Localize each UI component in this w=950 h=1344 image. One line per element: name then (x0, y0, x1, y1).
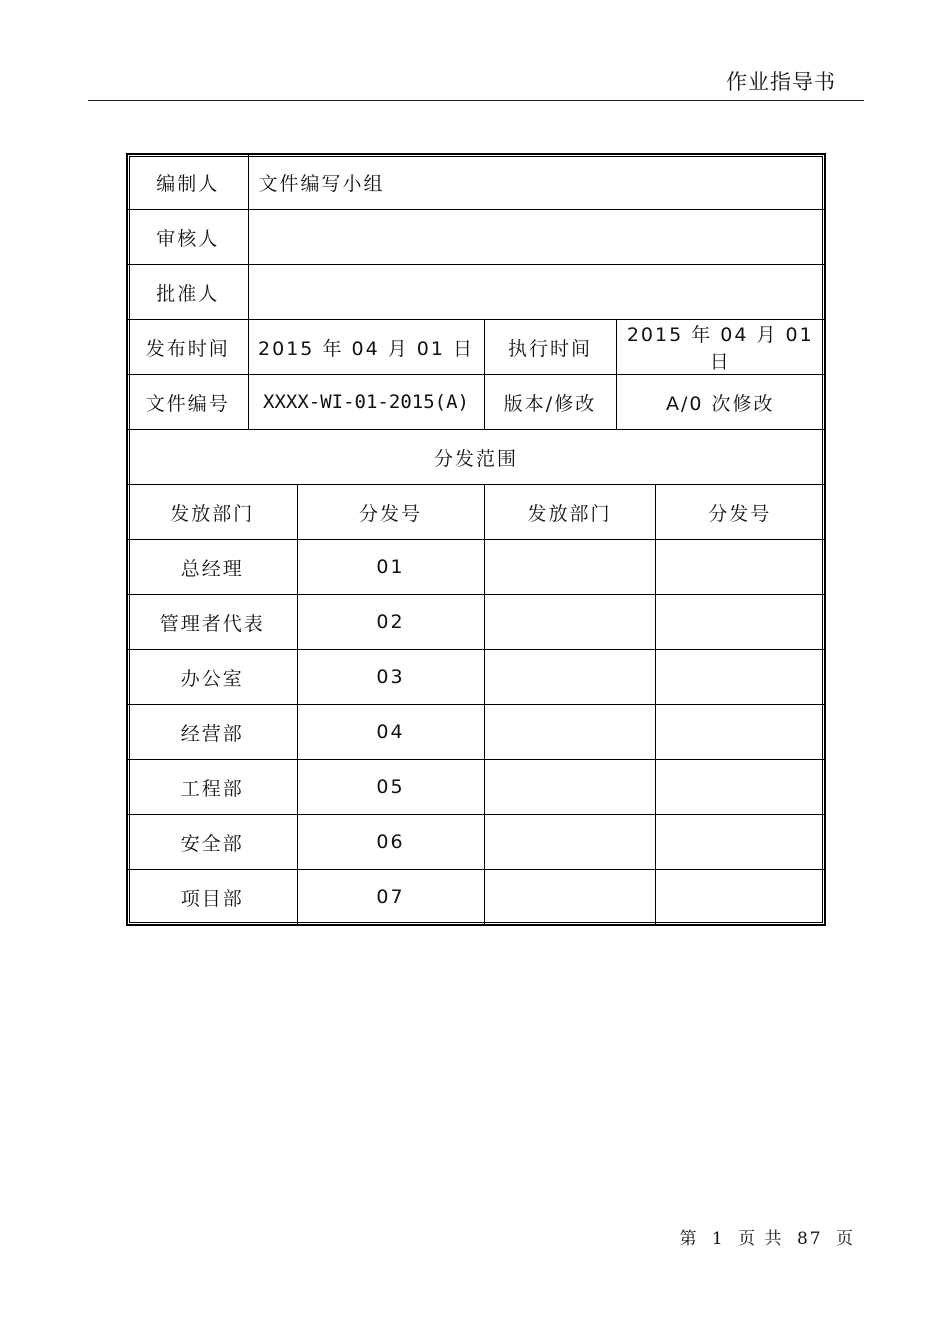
table-row (127, 815, 825, 870)
dept-cell: 工程部 (127, 760, 297, 815)
approver-value (248, 265, 825, 320)
number-cell: 03 (297, 650, 484, 705)
number-cell: 07 (297, 870, 484, 926)
dept-cell: 安全部 (127, 815, 297, 870)
reviewer-label: 审核人 (127, 210, 248, 265)
approver-label: 批准人 (127, 265, 248, 320)
page-mid: 页 共 (738, 1229, 784, 1249)
document-number-label: 文件编号 (127, 375, 248, 430)
number-cell: 04 (297, 705, 484, 760)
dept-cell-2 (484, 870, 655, 926)
number-cell-2 (655, 540, 825, 595)
page-number: 1 (711, 1229, 725, 1249)
total-pages: 87 (796, 1229, 823, 1249)
date-row (127, 320, 825, 375)
effective-date-value: 2015 年 04 月 01 日 (616, 320, 825, 375)
reviewer-row (127, 210, 825, 265)
column-header-dept-2: 发放部门 (484, 485, 655, 540)
page-suffix: 页 (836, 1229, 855, 1249)
page-prefix: 第 (679, 1229, 699, 1249)
dept-cell: 项目部 (127, 870, 297, 926)
column-header-number: 分发号 (297, 485, 484, 540)
dept-cell-2 (484, 760, 655, 815)
number-cell-2 (655, 760, 825, 815)
distribution-header-row (127, 485, 825, 540)
dept-cell-2 (484, 595, 655, 650)
compiler-value: 文件编写小组 (248, 154, 825, 210)
number-cell-2 (655, 595, 825, 650)
dept-cell: 总经理 (127, 540, 297, 595)
column-header-number-2: 分发号 (655, 485, 825, 540)
docno-row (127, 375, 825, 430)
effective-date-label: 执行时间 (484, 320, 616, 375)
number-cell: 01 (297, 540, 484, 595)
release-date-label: 发布时间 (127, 320, 248, 375)
page-header-title: 作业指导书 (726, 70, 836, 94)
dept-cell-2 (484, 705, 655, 760)
table-row (127, 595, 825, 650)
column-header-dept: 发放部门 (127, 485, 297, 540)
header-divider (88, 100, 864, 101)
page-footer (677, 1224, 859, 1249)
release-date-value: 2015 年 04 月 01 日 (248, 320, 484, 375)
number-cell-2 (655, 815, 825, 870)
approver-row (127, 265, 825, 320)
dept-cell: 办公室 (127, 650, 297, 705)
number-cell-2 (655, 870, 825, 926)
dept-cell-2 (484, 540, 655, 595)
table-row (127, 650, 825, 705)
reviewer-value (248, 210, 825, 265)
distribution-title: 分发范围 (127, 430, 825, 485)
number-cell-2 (655, 705, 825, 760)
dept-cell-2 (484, 815, 655, 870)
number-cell: 06 (297, 815, 484, 870)
distribution-title-row (127, 430, 825, 485)
table-row (127, 870, 825, 926)
dept-cell: 管理者代表 (127, 595, 297, 650)
document-number-value: XXXX-WI-01-2015(A) (248, 375, 484, 430)
number-cell: 02 (297, 595, 484, 650)
compiler-label: 编制人 (127, 154, 248, 210)
version-value: A/0 次修改 (616, 375, 825, 430)
dept-cell-2 (484, 650, 655, 705)
number-cell: 05 (297, 760, 484, 815)
version-label: 版本/修改 (484, 375, 616, 430)
table-row (127, 540, 825, 595)
table-row (127, 760, 825, 815)
number-cell-2 (655, 650, 825, 705)
document-control-table (126, 153, 826, 926)
dept-cell: 经营部 (127, 705, 297, 760)
compiler-row (127, 154, 825, 210)
table-row (127, 705, 825, 760)
